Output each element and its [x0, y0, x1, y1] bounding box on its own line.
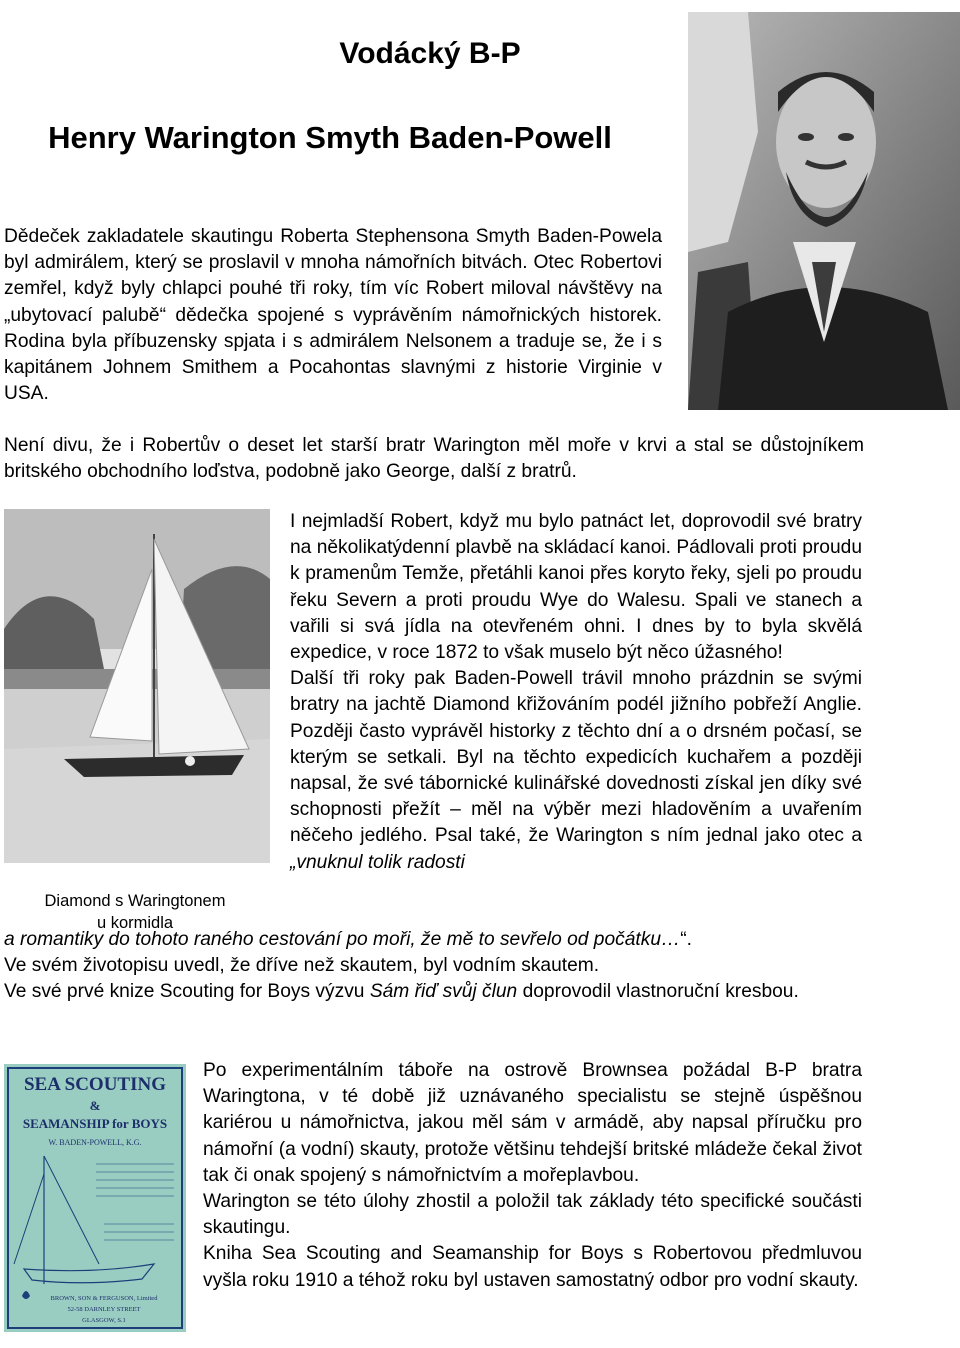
- book-title-2: SEAMANSHIP for BOYS: [22, 1116, 168, 1131]
- article-heading: Henry Warington Smyth Baden-Powell: [48, 120, 612, 155]
- canoe-and-yacht-text: [290, 509, 862, 876]
- brownsea-paragraph: Po experimentálním táboře na ostrově Brownsea požádal B-P bratra Waringtona, v té době již uznávaného specialistu se stejně úspěšnou kariérou u námořnictva, jakou měl sám v armádě, aby napsal příručku pro námořní (a vodní) skauty, protože většinu tehdejší britské mládeže čekal život tak či onak spojený s námořnictvím a mořeplavbou.: [203, 1060, 862, 1186]
- caption-line: u kormidla: [96, 914, 174, 932]
- first-book-text-pre: Ve své prvé knize Scouting for Boys výzvu: [4, 981, 370, 1003]
- warington-task-paragraph: Warington se této úlohy zhostil a položil tak základy této specifické součásti skautingu.: [203, 1191, 862, 1239]
- book-cover-image: [4, 1064, 186, 1332]
- first-book-paragraph: [4, 979, 864, 1005]
- svg-text:&: &: [89, 1098, 101, 1113]
- autobiography-paragraph: Ve svém životopisu uvedl, že dříve než skautem, byl vodním skautem.: [4, 955, 600, 977]
- canoe-paragraph: I nejmladší Robert, když mu bylo patnáct let, doprovodil své bratry na několikatýdenní plavbě na skládací kanoi. Pádlovali proti proudu k pramenům Temže, přetáhli kanoi přes koryto řeky, sjeli po proudu řeku Severn a proti proudu Wye do Walesu. Spali ve stanech a vařili si svá jídla na otevřeném ohni. I dnes by to byla skvělá expedice, v roce 1872 to však muselo být něco úžasného!: [290, 511, 862, 664]
- yacht-diamond-photo: [4, 509, 270, 863]
- quote-text: a romantiky do tohoto raného cestování po moři, že mě to sevřelo od počátku…: [4, 929, 681, 950]
- sea-scouting-text: [203, 1058, 862, 1294]
- book-address: 52-58 DARNLEY STREET: [67, 1306, 141, 1313]
- yacht-paragraph: [290, 666, 862, 876]
- first-book-italic: Sám řiď svůj člun: [369, 981, 518, 1003]
- book-author: W. BADEN-POWELL, K.G.: [48, 1138, 142, 1147]
- brothers-paragraph: Není divu, že i Robertův o deset let starší bratr Warington měl moře v krvi a stal se důstojníkem britského obchodního loďstva, podobně jako George, další z bratrů.: [4, 435, 864, 483]
- book-publisher: BROWN, SON & FERGUSON, Limited: [50, 1295, 158, 1302]
- book-publication-paragraph: Kniha Sea Scouting and Seamanship for Boys s Robertovou předmluvou vyšla roku 1910 a téhož roku byl ustaven samostatný odbor pro vodní skauty.: [203, 1243, 862, 1291]
- book-city: GLASGOW, S.1: [82, 1317, 126, 1324]
- quote-continuation: [4, 927, 864, 1006]
- intro-paragraph: Dědeček zakladatele skautingu Roberta Stephensona Smyth Baden-Powela byl admirálem, který se proslavil v mnoha námořních bitvách. Otec Robertovi zemřel, když byly chlapci pouhé tři roky, tím víc Robert miloval návštěvy na „ubytovací palubě“ dědečka spojené s vyprávěním námořnických historek. Rodina byla příbuzensky spjata i s admirálem Nelsonem a traduje se, že i s kapitánem Johnem Smithem a Pocahontas slavnými z historie Virginie v USA.: [4, 226, 662, 405]
- quote-end: “.: [680, 929, 692, 950]
- page-title: Vodácký B-P: [339, 37, 521, 70]
- quote-paragraph: [4, 927, 864, 953]
- quote-start: „vnuknul tolik radosti: [290, 851, 465, 873]
- portrait-photo: [688, 12, 960, 410]
- book-title-1: SEA SCOUTING: [23, 1074, 167, 1095]
- caption-line: Diamond s Waringtonem: [44, 892, 226, 910]
- yacht-paragraph-text: Další tři roky pak Baden-Powell trávil mnoho prázdnin se svými bratry na jachtě Diamond křižováním podél jižního pobřeží Anglie. Později často vyprávěl historky z těchto dní a o drsném počasí, se kterým se setkali. Byl na těchto expedicích kuchařem a později napsal, že své tábornické kulinářské dovednosti získal jen díky své schopnosti přežít – měl na výběr mezi hladověním a uvařením něčeho jedlého. Psal také, že Warington s ním jednal jako otec a: [290, 668, 862, 847]
- first-book-text-post: doprovodil vlastnoruční kresbou.: [517, 981, 799, 1003]
